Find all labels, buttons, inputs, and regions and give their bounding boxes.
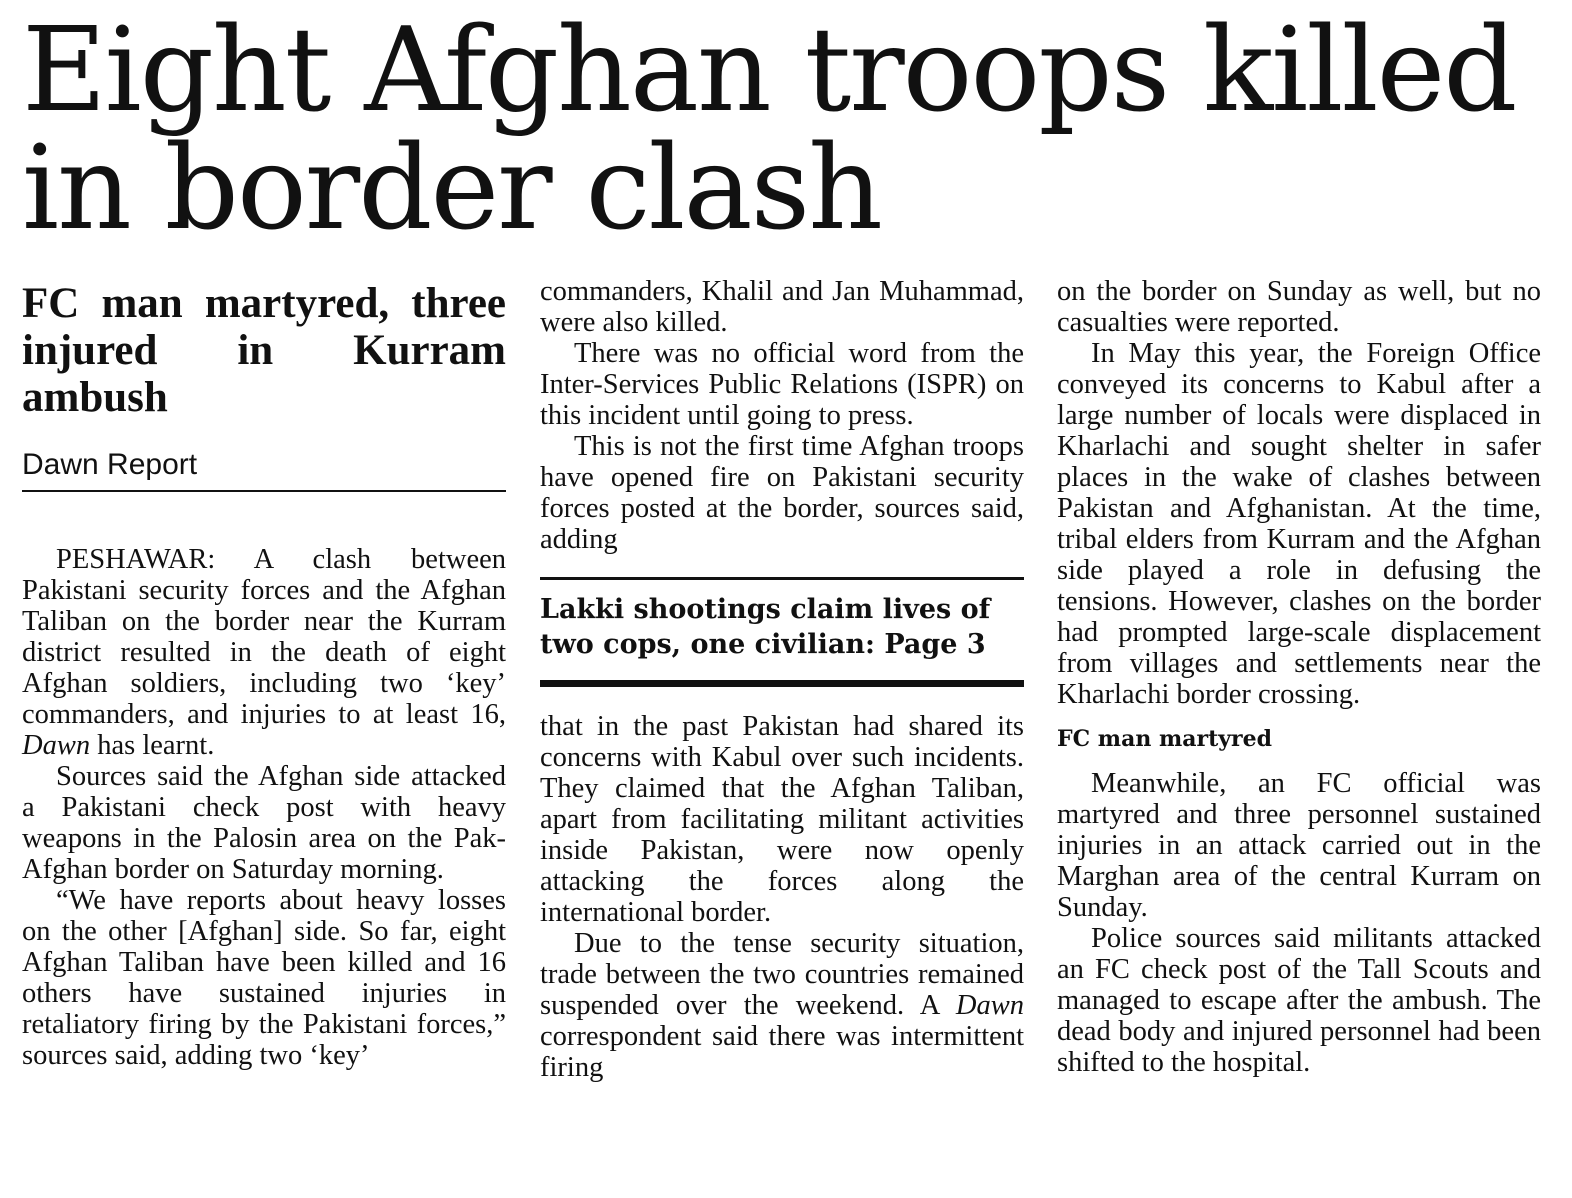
paragraph-text: PESHAWAR: A clash between Pakistani security forces and the Afghan Taliban on the border near the Kurram district resulted in the death of eight Afghan soldiers, including two ‘key’ commanders, and injuries to at least 16, [22, 544, 506, 730]
cross-reference-text: Lakki shootings claim lives of two cops, one civilian: Page 3 [540, 594, 991, 660]
paragraph-text: correspondent said there was intermittent firing [540, 1021, 1024, 1083]
paragraph [22, 544, 506, 761]
publication-name: Dawn [22, 730, 91, 761]
column-2 [540, 276, 1024, 1083]
paragraph: that in the past Pakistan had shared its concerns with Kabul over such incidents. They claimed that the Afghan Taliban, apart from facilitating militant activities inside Pakistan, were now openly attacking the forces along the international border. [540, 711, 1024, 928]
paragraph: commanders, Khalil and Jan Muhammad, were also killed. [540, 276, 1024, 338]
column-3 [1057, 276, 1541, 1078]
paragraph-text: Due to the tense security situation, trade between the two countries remained suspended over the weekend. A [540, 928, 1024, 1021]
byline: Dawn Report [22, 449, 506, 492]
paragraph-text: has learnt. [90, 730, 215, 761]
paragraph: In May this year, the Foreign Office conveyed its concerns to Kabul after a large number of locals were displaced in Kharlachi and sought shelter in safer places in the wake of clashes between Pakistan and Afghanistan. At the time, tribal elders from Kurram and the Afghan side played a role in defusing the tensions. However, clashes on the border had prompted large-scale displacement from villages and settlements near the Kharlachi border crossing. [1057, 338, 1541, 710]
column-1-body [22, 544, 506, 1071]
headline: Eight Afghan troops killed in border clash [22, 3, 1516, 256]
paragraph: on the border on Sunday as well, but no casualties were reported. [1057, 276, 1541, 338]
paragraph: There was no official word from the Inter-Services Public Relations (ISPR) on this incident until going to press. [540, 338, 1024, 431]
paragraph: “We have reports about heavy losses on the other [Afghan] side. So far, eight Afghan Taliban have been killed and 16 others have sustained injuries in retaliatory firing by the Pakistani forces,” sources said, adding two ‘key’ [22, 885, 506, 1071]
cross-reference-box [540, 577, 1024, 687]
paragraph: Sources said the Afghan side attacked a Pakistani check post with heavy weapons in the Palosin area on the Pak-Afghan border on Saturday morning. [22, 761, 506, 885]
column-1 [22, 276, 506, 1071]
publication-name: Dawn [955, 990, 1024, 1021]
paragraph: Police sources said militants attacked an FC check post of the Tall Scouts and managed to escape after the ambush. The dead body and injured personnel had been shifted to the hospital. [1057, 923, 1541, 1078]
paragraph: Meanwhile, an FC official was martyred and three personnel sustained injuries in an attack carried out in the Marghan area of the central Kurram on Sunday. [1057, 768, 1541, 923]
paragraph: This is not the first time Afghan troops have opened fire on Pakistani security forces posted at the border, sources said, adding [540, 431, 1024, 555]
section-heading: FC man martyred [1057, 726, 1273, 752]
subheadline: FC man martyred, three injured in Kurram ambush [22, 280, 506, 421]
paragraph [540, 928, 1024, 1083]
